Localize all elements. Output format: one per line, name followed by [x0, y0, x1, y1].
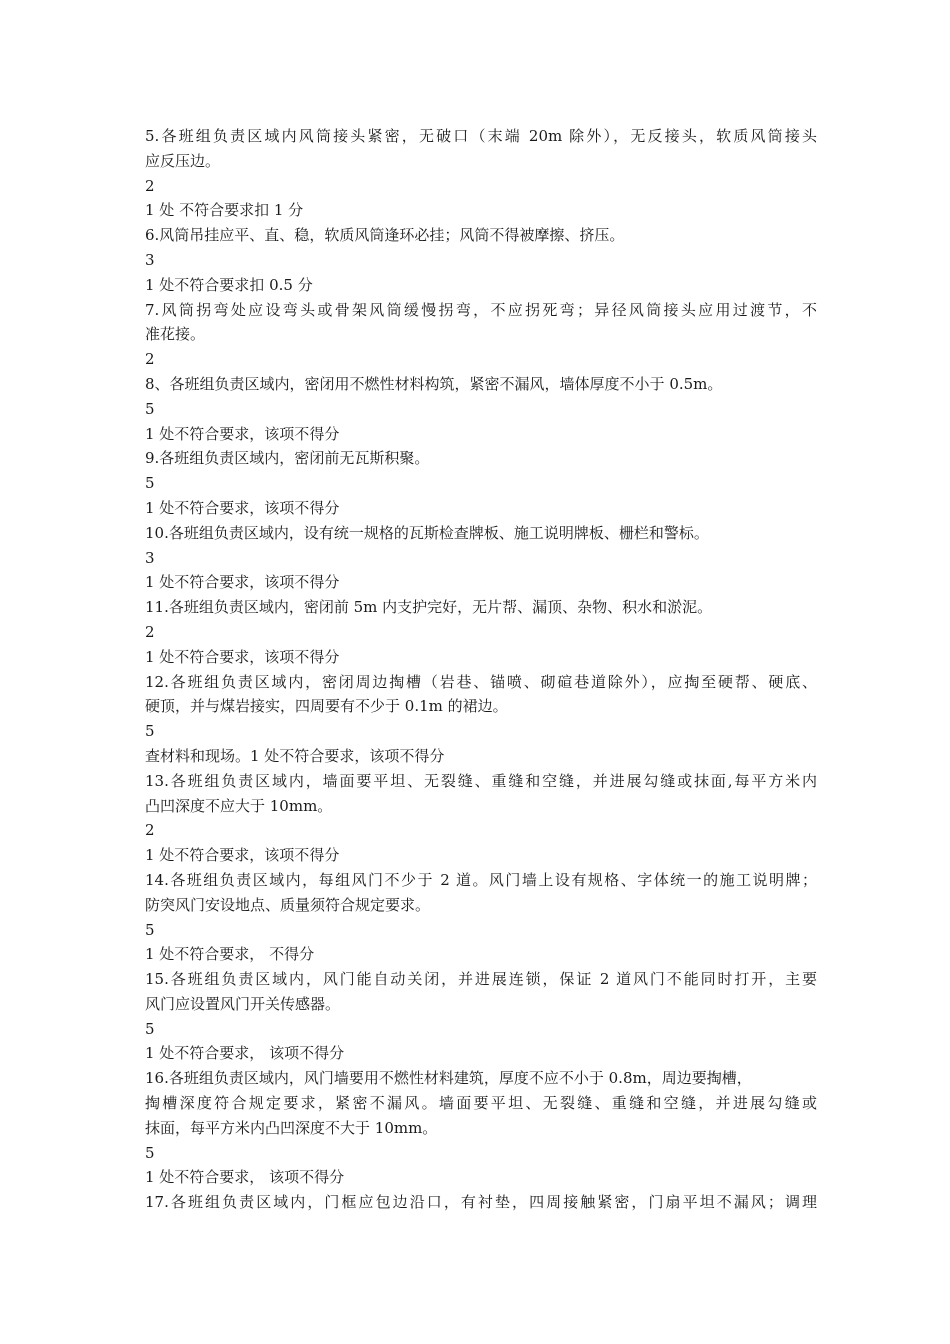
score-value: 5 — [145, 474, 155, 493]
deduction-rule: 1 处不符合要求， 该项不得分 — [145, 1044, 345, 1063]
deduction-rule: 1 处 不符合要求扣 1 分 — [145, 201, 304, 220]
score-value: 2 — [145, 821, 155, 840]
text-line: 应反压边。 — [145, 151, 221, 170]
score-value: 3 — [145, 548, 155, 567]
deduction-rule: 1 处不符合要求， 不得分 — [145, 945, 315, 964]
score-value: 2 — [145, 622, 155, 641]
deduction-rule: 1 处不符合要求， 该项不得分 — [145, 1168, 345, 1187]
score-value: 3 — [145, 250, 155, 269]
document-page — [145, 124, 817, 1215]
text-line: 掏槽深度符合规定要求，紧密不漏风。墙面要平坦、无裂缝、重缝和空缝，并进展勾缝或 — [145, 1094, 817, 1113]
text-line: 13.各班组负责区域内，墙面要平坦、无裂缝、重缝和空缝，并进展勾缝或抹面,每平方米内 — [145, 771, 817, 790]
text-line: 8、各班组负责区域内，密闭用不燃性材料构筑，紧密不漏风，墙体厚度不小于 0.5m。 — [145, 374, 723, 393]
deduction-rule: 1 处不符合要求，该项不得分 — [145, 846, 340, 865]
score-value: 5 — [145, 722, 155, 741]
text-line: 凸凹深度不应大于 10mm。 — [145, 796, 333, 815]
deduction-rule: 1 处不符合要求，该项不得分 — [145, 573, 340, 592]
text-line: 防突风门安设地点、质量须符合规定要求。 — [145, 895, 431, 914]
text-line: 风门应设置风门开关传感器。 — [145, 994, 341, 1013]
text-line: 16.各班组负责区域内，风门墙要用不燃性材料建筑，厚度不应不小于 0.8m，周边要掏槽， — [145, 1069, 752, 1088]
score-value: 5 — [145, 920, 155, 939]
score-value: 5 — [145, 1019, 155, 1038]
text-line: 9.各班组负责区域内，密闭前无瓦斯积聚。 — [145, 449, 430, 468]
text-line: 11.各班组负责区域内，密闭前 5m 内支护完好，无片帮、漏顶、杂物、积水和淤泥。 — [145, 598, 713, 617]
text-line: 10.各班组负责区域内，设有统一规格的瓦斯检查牌板、施工说明牌板、栅栏和警标。 — [145, 523, 709, 542]
text-line: 5.各班组负责区域内风筒接头紧密，无破口（末端 20m 除外），无反接头，软质风筒接头 — [145, 127, 817, 145]
text-line: 14.各班组负责区域内，每组风门不少于 2 道。风门墙上设有规格、字体统一的施工说明牌； — [145, 870, 817, 889]
text-line: 硬顶，并与煤岩接实，四周要有不少于 0.1m 的裙边。 — [145, 697, 508, 716]
deduction-rule: 1 处不符合要求，该项不得分 — [145, 424, 340, 443]
text-line: 准花接。 — [145, 325, 206, 344]
text-line: 15.各班组负责区域内，风门能自动关闭，并进展连锁，保证 2 道风门不能同时打开，主要 — [145, 970, 817, 989]
deduction-rule: 1 处不符合要求，该项不得分 — [145, 498, 340, 517]
score-value: 2 — [145, 176, 155, 195]
score-value: 5 — [145, 1143, 155, 1162]
text-line: 7.风筒拐弯处应设弯头或骨架风筒缓慢拐弯，不应拐死弯；异径风筒接头应用过渡节，不 — [145, 300, 817, 319]
deduction-rule: 1 处不符合要求，该项不得分 — [145, 647, 340, 666]
text-line: 12.各班组负责区域内，密闭周边掏槽（岩巷、锚喷、砌碹巷道除外），应掏至硬帮、硬底、 — [145, 672, 817, 691]
deduction-rule: 查材料和现场。1 处不符合要求，该项不得分 — [145, 746, 445, 765]
score-value: 5 — [145, 399, 155, 418]
score-value: 2 — [145, 350, 155, 369]
text-line: 抹面，每平方米内凸凹深度不大于 10mm。 — [145, 1118, 438, 1137]
text-line: 17.各班组负责区域内，门框应包边沿口，有衬垫，四周接触紧密，门扇平坦不漏风；调理 — [145, 1193, 817, 1212]
text-line: 6.风筒吊挂应平、直、稳，软质风筒逢环必挂；风筒不得被摩擦、挤压。 — [145, 226, 625, 245]
deduction-rule: 1 处不符合要求扣 0.5 分 — [145, 275, 313, 294]
